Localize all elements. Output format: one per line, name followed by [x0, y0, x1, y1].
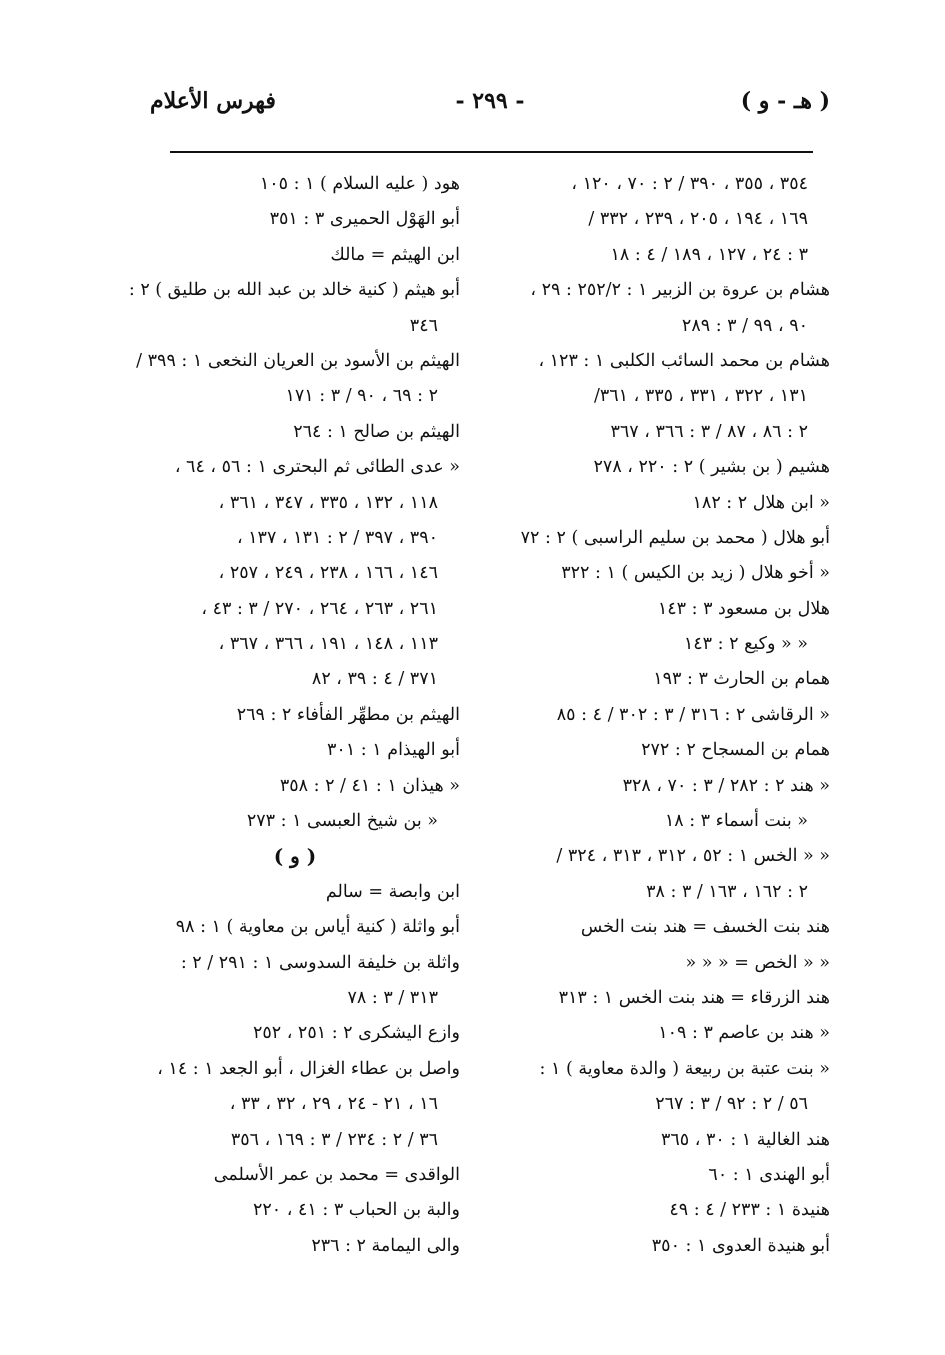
index-entry-line: الهيثم بن الأسود بن العريان النخعى ١ : ٣٩٩ /: [136, 350, 460, 371]
index-entry-line: هند الغالية ١ : ٣٠ ، ٣٦٥: [660, 1129, 830, 1150]
index-entry-line: أبو هيثم ( كنية خالد بن عبد الله بن طليق ) ٢ :: [128, 280, 460, 301]
index-entry-line: « أخو هلال ( زيد بن الكيس ) ١ : ٣٢٢: [561, 563, 830, 584]
index-column-right: [515, 167, 830, 1264]
index-entry-line: ٣٥٤ ، ٣٥٥ ، ٣٩٠ / ٢ : ٧٠ ، ١٢٠ ،: [571, 174, 808, 194]
index-entry-line: هشام بن محمد السائب الكلبى ١ : ١٢٣ ،: [538, 350, 830, 371]
index-entry-line: ٢ : ٦٩ ، ٩٠ / ٣ : ١٧١: [285, 386, 438, 407]
index-entry-line: ٩٠ ، ٩٩ / ٣ : ٢٨٩: [681, 315, 808, 336]
index-entry-line: ٣ : ٢٤ ، ١٢٧ ، ١٨٩ / ٤ : ١٨: [610, 244, 808, 265]
index-entry-line: أبو هنيدة العدوى ١ : ٣٥٠: [651, 1235, 830, 1256]
section-heading: ( و ): [273, 844, 317, 869]
index-entry-line: ٣٩٠ ، ٣٩٧ / ٢ : ١٣١ ، ١٣٧ ،: [236, 527, 438, 548]
index-entry-line: ٢ : ٨٦ ، ٨٧ / ٣ : ٣٦٦ ، ٣٦٧: [610, 421, 808, 442]
index-entry-line: « عدى الطائى ثم البحترى ١ : ٥٦ ، ٦٤ ،: [174, 457, 460, 478]
index-entry-line: ١١٣ ، ١٤٨ ، ١٩١ ، ٣٦٦ ، ٣٦٧ ،: [218, 634, 438, 655]
index-entry-line: ٣٦ / ٢ : ٢٣٤ / ٣ : ١٦٩ ، ٣٥٦: [230, 1129, 438, 1150]
index-entry-line: ٣١٣ / ٣ : ٧٨: [347, 987, 438, 1008]
index-entry-line: همام بن المسجاح ٢ : ٢٧٢: [641, 740, 830, 761]
index-entry-line: هند بنت الخسف = هند بنت الخس: [580, 917, 830, 938]
index-entry-line: ١١٨ ، ١٣٢ ، ٣٣٥ ، ٣٤٧ ، ٣٦١ ،: [218, 492, 438, 513]
index-entry-line: الهيثم بن مطهِّر الفأفاء ٢ : ٢٦٩: [236, 704, 460, 725]
index-entry-line: ٣٧١ / ٤ : ٣٩ ، ٨٢: [311, 669, 438, 690]
index-entry-line: وازع اليشكرى ٢ : ٢٥١ ، ٢٥٢: [252, 1023, 460, 1044]
index-entry-line: ٢ : ١٦٢ ، ١٦٣ / ٣ : ٣٨: [646, 881, 808, 902]
index-entry-line: « هند ٢ : ٢٨٢ / ٣ : ٧٠ ، ٣٢٨: [622, 775, 830, 796]
index-entry-line: همام بن الحارث ٣ : ١٩٣: [653, 669, 830, 690]
index-entry-line: أبو واثلة ( كنية أياس بن معاوية ) ١ : ٩٨: [175, 917, 460, 938]
index-entry-line: هلال بن مسعود ٣ : ١٤٣: [657, 598, 830, 619]
index-entry-line: والبة بن الحباب ٣ : ٤١ ، ٢٢٠: [252, 1200, 460, 1221]
index-entry-line: « هند بن عاصم ٣ : ١٠٩: [658, 1023, 830, 1044]
index-entry-line: أبو الهيذام ١ : ٣٠١: [327, 740, 460, 761]
index-entry-line: ١٤٦ ، ١٦٦ ، ٢٣٨ ، ٢٤٩ ، ٢٥٧ ،: [218, 563, 438, 584]
index-entry-line: « « الخس ١ : ٥٢ ، ٣١٢ ، ٣١٣ ، ٣٢٤ /: [556, 846, 830, 867]
index-entry-line: هنيدة ١ : ٢٣٣ / ٤ : ٤٩: [669, 1200, 830, 1221]
index-column-left: [130, 167, 460, 1264]
index-entry-line: « بنت أسماء ٣ : ١٨: [664, 811, 808, 832]
index-entry-line: هود ( عليه السلام ) ١ : ١٠٥: [259, 174, 460, 194]
index-entry-line: ١٣١ ، ٣٢٢ ، ٣٣١ ، ٣٣٥ ، ٣٦١/: [593, 386, 808, 407]
index-entry-line: واصل بن عطاء الغزال ، أبو الجعد ١ : ١٤ ،: [157, 1058, 460, 1079]
index-entry-line: ٣٤٦: [409, 315, 438, 336]
index-entry-line: هند الزرقاء = هند بنت الخس ١ : ٣١٣: [558, 987, 830, 1008]
index-title: فهرس الأعلام: [150, 88, 276, 114]
index-entry-line: ٥٦ / ٢ : ٩٢ / ٣ : ٢٦٧: [655, 1094, 808, 1115]
index-entry-line: أبو الهندى ١ : ٦٠: [708, 1164, 830, 1185]
section-letters: ( هـ - و ): [740, 88, 830, 114]
header-rule: [170, 151, 813, 153]
index-entry-line: ابن وابصة = سالم: [325, 881, 460, 902]
index-entry-line: أبو هلال ( محمد بن سليم الراسبى ) ٢ : ٧٢: [520, 527, 830, 548]
index-entry-line: ١٦٩ ، ١٩٤ ، ٢٠٥ ، ٢٣٩ ، ٣٣٢ /: [588, 209, 808, 230]
page-header: [150, 88, 830, 128]
index-entry-line: « الرقاشى ٢ : ٣١٦ / ٣ : ٣٠٢ / ٤ : ٨٥: [556, 704, 830, 725]
index-entry-line: الهيثم بن صالح ١ : ٢٦٤: [293, 421, 460, 442]
index-entry-line: والى اليمامة ٢ : ٢٣٦: [311, 1235, 460, 1256]
index-entry-line: « « الخص = « « «: [685, 952, 830, 973]
index-entry-line: الواقدى = محمد بن عمر الأسلمى: [213, 1164, 460, 1185]
index-entry-line: « بنت عتبة بن ربيعة ( والدة معاوية ) ١ :: [539, 1058, 830, 1079]
index-entry-line: هشيم ( بن بشير ) ٢ : ٢٢٠ ، ٢٧٨: [593, 457, 830, 478]
index-entry-line: « « وكيع ٢ : ١٤٣: [683, 634, 808, 655]
index-entry-line: أبو الهَوْل الحميرى ٣ : ٣٥١: [269, 209, 460, 230]
index-entry-line: « بن شيخ العبسى ١ : ٢٧٣: [246, 811, 438, 832]
page-number: - ٢٩٩ -: [455, 88, 525, 114]
index-entry-line: ٢٦١ ، ٢٦٣ ، ٢٦٤ ، ٢٧٠ / ٣ : ٤٣ ،: [201, 598, 438, 619]
index-entry-line: هشام بن عروة بن الزبير ١ : ٢٥٢/٢ : ٢٩ ،: [530, 280, 830, 301]
index-entry-line: واثلة بن خليفة السدوسى ١ : ٢٩١ / ٢ :: [180, 952, 460, 973]
index-entry-line: « هيذان ١ : ٤١ / ٢ : ٣٥٨: [279, 775, 460, 796]
index-entry-line: « ابن هلال ٢ : ١٨٢: [692, 492, 830, 513]
index-entry-line: ابن الهيثم = مالك: [330, 244, 460, 265]
index-entry-line: ١٦ ، ٢١ - ٢٤ ، ٢٩ ، ٣٢ ، ٣٣ ،: [229, 1094, 438, 1115]
